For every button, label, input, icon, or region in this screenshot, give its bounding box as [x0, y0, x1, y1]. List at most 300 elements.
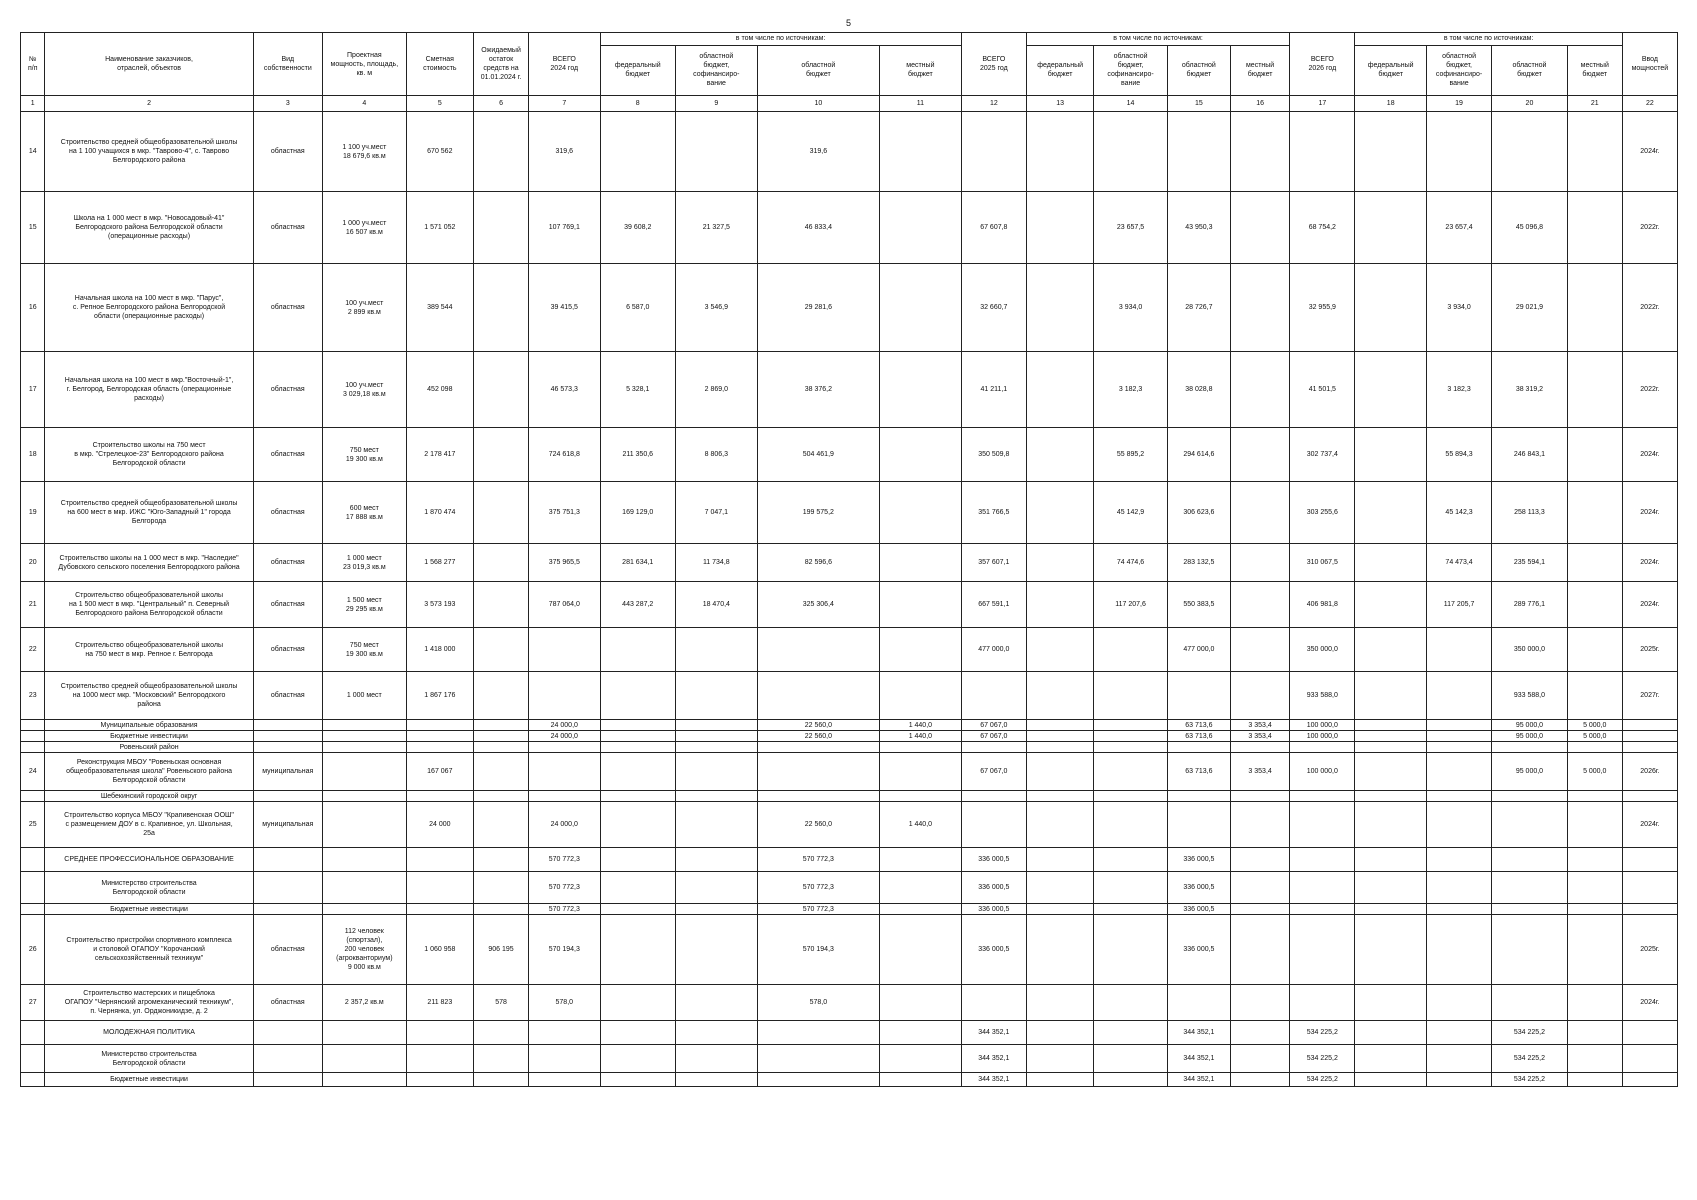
table-cell: 5 000,0 — [1567, 731, 1622, 742]
table-cell: 14 — [21, 112, 45, 192]
table-cell: областная — [253, 192, 322, 264]
source-group-header: в том числе по источникам: — [1355, 33, 1622, 46]
object-name-cell: Начальная школа на 100 мест в мкр."Восточный-1", г. Белгород, Белгородская область (операционные расходы) — [45, 352, 253, 428]
table-cell: 22 560,0 — [757, 802, 879, 848]
table-cell — [1567, 352, 1622, 428]
table-cell — [1231, 352, 1290, 428]
column-number: 17 — [1290, 96, 1355, 112]
table-cell: 1 100 уч.мест 18 679,6 кв.м — [323, 112, 407, 192]
table-row — [21, 672, 1678, 720]
table-cell — [529, 742, 600, 753]
table-cell — [473, 672, 528, 720]
table-cell — [1231, 802, 1290, 848]
table-cell: 21 — [21, 582, 45, 628]
table-cell: 27 — [21, 985, 45, 1021]
table-cell — [961, 985, 1026, 1021]
col-header: областной бюджет — [1492, 45, 1568, 95]
table-cell — [529, 791, 600, 802]
table-cell — [1290, 848, 1355, 872]
table-cell — [323, 1045, 407, 1073]
table-cell: 11 734,8 — [676, 544, 758, 582]
col-header: областной бюджет, софинансиро- вание — [676, 45, 758, 95]
object-name-cell: Начальная школа на 100 мест в мкр. "Парус", с. Репное Белгородского района Белгородской области (операционные расходы) — [45, 264, 253, 352]
table-cell: 63 713,6 — [1167, 731, 1230, 742]
table-cell — [323, 731, 407, 742]
table-cell — [473, 791, 528, 802]
table-cell — [880, 791, 962, 802]
table-cell — [1026, 720, 1093, 731]
table-cell — [1026, 985, 1093, 1021]
column-number: 14 — [1094, 96, 1167, 112]
table-row — [21, 731, 1678, 742]
table-cell — [1355, 582, 1426, 628]
table-cell: 2024г. — [1622, 112, 1677, 192]
object-name-cell: Строительство общеобразовательной школы на 750 мест в мкр. Репное г. Белгорода — [45, 628, 253, 672]
table-cell — [1567, 672, 1622, 720]
table-cell: 344 352,1 — [1167, 1021, 1230, 1045]
table-row — [21, 1045, 1678, 1073]
object-name-cell: Министерство строительства Белгородской области — [45, 1045, 253, 1073]
table-cell — [1094, 791, 1167, 802]
table-cell — [406, 791, 473, 802]
table-cell: 534 225,2 — [1290, 1073, 1355, 1087]
table-cell — [1622, 720, 1677, 731]
table-cell — [1622, 1045, 1677, 1073]
object-name-cell: Строительство средней общеобразовательной школы на 1000 мест мкр. "Московский" Белгородского района — [45, 672, 253, 720]
table-cell — [880, 672, 962, 720]
table-cell — [473, 1073, 528, 1087]
table-cell: 750 мест 19 300 кв.м — [323, 428, 407, 482]
object-name-cell: Муниципальные образования — [45, 720, 253, 731]
table-cell — [880, 428, 962, 482]
table-cell: 18 470,4 — [676, 582, 758, 628]
table-cell: 2024г. — [1622, 802, 1677, 848]
table-cell — [1094, 1021, 1167, 1045]
table-cell — [1622, 904, 1677, 915]
table-cell — [1355, 672, 1426, 720]
table-cell — [1094, 904, 1167, 915]
table-cell — [21, 731, 45, 742]
table-cell — [1567, 742, 1622, 753]
table-cell: 452 098 — [406, 352, 473, 428]
table-cell: 2024г. — [1622, 482, 1677, 544]
table-cell: 16 — [21, 264, 45, 352]
table-cell — [1492, 802, 1568, 848]
table-cell: 1 867 176 — [406, 672, 473, 720]
table-row — [21, 848, 1678, 872]
table-cell: 336 000,5 — [1167, 848, 1230, 872]
table-cell — [529, 672, 600, 720]
object-name-cell: Бюджетные инвестиции — [45, 904, 253, 915]
table-cell: 8 806,3 — [676, 428, 758, 482]
object-name-cell: Школа на 1 000 мест в мкр. "Новосадовый-41" Белгородского района Белгородской области (операционные расходы) — [45, 192, 253, 264]
column-number: 1 — [21, 96, 45, 112]
table-cell: 303 255,6 — [1290, 482, 1355, 544]
table-cell — [1426, 915, 1491, 985]
table-cell: 578,0 — [757, 985, 879, 1021]
table-cell — [1355, 1073, 1426, 1087]
table-cell: 74 474,6 — [1094, 544, 1167, 582]
table-cell: 167 067 — [406, 753, 473, 791]
table-cell — [473, 582, 528, 628]
table-cell — [1026, 672, 1093, 720]
table-cell: областная — [253, 264, 322, 352]
table-cell: 74 473,4 — [1426, 544, 1491, 582]
table-cell: 570 772,3 — [529, 904, 600, 915]
table-cell: 2026г. — [1622, 753, 1677, 791]
table-cell: 107 769,1 — [529, 192, 600, 264]
table-cell — [1290, 112, 1355, 192]
table-cell — [676, 904, 758, 915]
table-cell — [880, 582, 962, 628]
col-header: ВСЕГО 2024 год — [529, 33, 600, 96]
table-cell — [1094, 985, 1167, 1021]
table-cell: 24 — [21, 753, 45, 791]
table-cell: 3 353,4 — [1231, 731, 1290, 742]
table-cell — [1567, 1045, 1622, 1073]
table-cell — [1567, 802, 1622, 848]
table-cell: 477 000,0 — [961, 628, 1026, 672]
table-cell — [1094, 802, 1167, 848]
table-cell — [880, 192, 962, 264]
table-cell: 32 955,9 — [1290, 264, 1355, 352]
table-cell: 336 000,5 — [961, 904, 1026, 915]
table-cell — [1622, 872, 1677, 904]
table-cell: 24 000 — [406, 802, 473, 848]
table-cell — [1355, 742, 1426, 753]
object-name-cell: Ровеньский район — [45, 742, 253, 753]
table-cell: 117 207,6 — [1094, 582, 1167, 628]
table-cell — [1426, 985, 1491, 1021]
table-cell — [21, 1073, 45, 1087]
table-cell — [1026, 112, 1093, 192]
table-cell: 3 353,4 — [1231, 720, 1290, 731]
table-cell: 389 544 — [406, 264, 473, 352]
table-cell: 578,0 — [529, 985, 600, 1021]
table-cell — [1026, 628, 1093, 672]
table-cell — [676, 753, 758, 791]
table-cell — [1231, 112, 1290, 192]
table-cell — [676, 628, 758, 672]
table-cell — [323, 742, 407, 753]
table-cell: 7 047,1 — [676, 482, 758, 544]
table-cell — [473, 742, 528, 753]
table-cell: 750 мест 19 300 кв.м — [323, 628, 407, 672]
table-cell: областная — [253, 582, 322, 628]
table-cell — [1094, 1045, 1167, 1073]
table-cell — [1026, 848, 1093, 872]
table-cell — [21, 904, 45, 915]
table-cell: областная — [253, 915, 322, 985]
table-cell — [1426, 791, 1491, 802]
table-cell: 5 000,0 — [1567, 720, 1622, 731]
table-cell — [1567, 112, 1622, 192]
table-cell: 570 772,3 — [529, 848, 600, 872]
table-cell: 23 657,5 — [1094, 192, 1167, 264]
table-cell: 2024г. — [1622, 544, 1677, 582]
table-cell — [676, 731, 758, 742]
object-name-cell: Реконструкция МБОУ "Ровеньская основная общеобразовательная школа" Ровеньского района Белгородской области — [45, 753, 253, 791]
column-number: 3 — [253, 96, 322, 112]
table-cell: 82 596,6 — [757, 544, 879, 582]
table-cell — [1492, 872, 1568, 904]
table-cell: 5 000,0 — [1567, 753, 1622, 791]
table-cell — [1426, 872, 1491, 904]
table-cell — [1231, 628, 1290, 672]
table-row — [21, 720, 1678, 731]
table-cell: 302 737,4 — [1290, 428, 1355, 482]
table-cell — [1426, 628, 1491, 672]
table-cell — [1567, 582, 1622, 628]
table-cell — [406, 731, 473, 742]
table-row — [21, 628, 1678, 672]
table-cell — [600, 985, 676, 1021]
table-cell — [1290, 742, 1355, 753]
table-cell — [880, 742, 962, 753]
table-cell — [21, 720, 45, 731]
table-cell: 344 352,1 — [1167, 1073, 1230, 1087]
table-cell — [253, 720, 322, 731]
table-cell — [880, 985, 962, 1021]
table-cell — [1355, 544, 1426, 582]
table-cell: 344 352,1 — [961, 1021, 1026, 1045]
table-cell — [1622, 1021, 1677, 1045]
table-cell — [1567, 872, 1622, 904]
table-row — [21, 482, 1678, 544]
table-cell — [406, 1021, 473, 1045]
table-cell: 95 000,0 — [1492, 720, 1568, 731]
table-cell — [1026, 482, 1093, 544]
col-header: федеральный бюджет — [600, 45, 676, 95]
table-cell: 5 328,1 — [600, 352, 676, 428]
table-cell — [1094, 628, 1167, 672]
table-cell — [1026, 544, 1093, 582]
table-cell — [406, 742, 473, 753]
table-cell: 670 562 — [406, 112, 473, 192]
table-cell — [529, 1021, 600, 1045]
table-cell — [880, 904, 962, 915]
table-cell — [1231, 192, 1290, 264]
table-cell — [323, 753, 407, 791]
source-group-header: в том числе по источникам: — [600, 33, 961, 46]
table-row — [21, 985, 1678, 1021]
col-header: местный бюджет — [880, 45, 962, 95]
table-cell: 46 833,4 — [757, 192, 879, 264]
table-cell — [21, 848, 45, 872]
table-cell: 20 — [21, 544, 45, 582]
table-cell: 43 950,3 — [1167, 192, 1230, 264]
table-cell — [21, 1021, 45, 1045]
table-cell — [473, 802, 528, 848]
table-cell — [600, 628, 676, 672]
table-cell: 336 000,5 — [1167, 904, 1230, 915]
table-cell: 534 225,2 — [1492, 1045, 1568, 1073]
table-cell — [1426, 802, 1491, 848]
table-cell — [1567, 1073, 1622, 1087]
table-cell: 100 000,0 — [1290, 753, 1355, 791]
table-cell — [757, 672, 879, 720]
table-row — [21, 544, 1678, 582]
table-cell: 24 000,0 — [529, 720, 600, 731]
table-cell: 45 142,3 — [1426, 482, 1491, 544]
table-cell — [1492, 848, 1568, 872]
table-cell — [1426, 672, 1491, 720]
table-cell — [1231, 1073, 1290, 1087]
object-name-cell: Строительство средней общеобразовательной школы на 1 100 учащихся в мкр. "Таврово-4", с. Таврово Белгородского района — [45, 112, 253, 192]
table-cell — [880, 915, 962, 985]
table-cell — [529, 753, 600, 791]
table-cell — [1094, 915, 1167, 985]
table-cell: 67 067,0 — [961, 753, 1026, 791]
table-cell — [880, 112, 962, 192]
table-cell — [21, 1045, 45, 1073]
table-cell: 2027г. — [1622, 672, 1677, 720]
table-cell: 933 588,0 — [1290, 672, 1355, 720]
table-cell — [880, 264, 962, 352]
table-cell — [600, 1021, 676, 1045]
table-cell — [1355, 112, 1426, 192]
page-number: 5 — [845, 18, 851, 28]
table-cell — [1094, 112, 1167, 192]
table-cell — [1167, 791, 1230, 802]
table-cell: 23 657,4 — [1426, 192, 1491, 264]
table-cell — [880, 482, 962, 544]
table-cell — [473, 731, 528, 742]
table-cell — [1026, 192, 1093, 264]
table-cell — [1026, 802, 1093, 848]
col-header: Сметная стоимость — [406, 33, 473, 96]
table-cell — [1567, 915, 1622, 985]
table-cell: 235 594,1 — [1492, 544, 1568, 582]
table-cell: 67 607,8 — [961, 192, 1026, 264]
table-cell — [1426, 904, 1491, 915]
table-cell — [600, 802, 676, 848]
table-cell — [253, 904, 322, 915]
table-cell: 95 000,0 — [1492, 731, 1568, 742]
table-cell: 504 461,9 — [757, 428, 879, 482]
table-cell: 336 000,5 — [1167, 872, 1230, 904]
table-cell — [406, 1045, 473, 1073]
table-row — [21, 352, 1678, 428]
column-number: 16 — [1231, 96, 1290, 112]
table-cell — [1567, 264, 1622, 352]
table-cell: 67 067,0 — [961, 731, 1026, 742]
table-cell — [473, 428, 528, 482]
table-cell: 570 194,3 — [757, 915, 879, 985]
table-cell: 39 415,5 — [529, 264, 600, 352]
table-cell — [1231, 915, 1290, 985]
object-name-cell: МОЛОДЕЖНАЯ ПОЛИТИКА — [45, 1021, 253, 1045]
table-cell: 1 418 000 — [406, 628, 473, 672]
table-cell — [253, 1045, 322, 1073]
table-cell — [1026, 1045, 1093, 1073]
table-cell: 1 440,0 — [880, 731, 962, 742]
table-cell: муниципальная — [253, 753, 322, 791]
table-cell: 306 623,6 — [1167, 482, 1230, 544]
table-cell — [1355, 848, 1426, 872]
table-cell — [1094, 848, 1167, 872]
table-cell — [1355, 1045, 1426, 1073]
table-cell: 246 843,1 — [1492, 428, 1568, 482]
table-cell — [880, 544, 962, 582]
table-cell — [676, 742, 758, 753]
table-cell — [676, 1045, 758, 1073]
table-cell: 1 440,0 — [880, 802, 962, 848]
table-cell — [1231, 848, 1290, 872]
table-cell — [529, 1045, 600, 1073]
table-cell — [406, 904, 473, 915]
table-cell: 570 772,3 — [757, 904, 879, 915]
table-cell — [1355, 352, 1426, 428]
col-header: Ожидаемый остаток средств на 01.01.2024 г. — [473, 33, 528, 96]
col-header: федеральный бюджет — [1026, 45, 1093, 95]
table-cell: 336 000,5 — [961, 915, 1026, 985]
table-cell — [473, 753, 528, 791]
table-cell — [1231, 791, 1290, 802]
col-header: областной бюджет, софинансиро- вание — [1094, 45, 1167, 95]
column-number: 2 — [45, 96, 253, 112]
table-cell: 550 383,5 — [1167, 582, 1230, 628]
table-cell — [473, 1045, 528, 1073]
table-cell — [1231, 672, 1290, 720]
table-cell: 67 067,0 — [961, 720, 1026, 731]
table-cell: 3 573 193 — [406, 582, 473, 628]
table-cell — [1094, 742, 1167, 753]
table-cell: муниципальная — [253, 802, 322, 848]
table-cell — [880, 753, 962, 791]
table-cell: 534 225,2 — [1290, 1045, 1355, 1073]
table-cell — [21, 742, 45, 753]
table-cell — [1567, 791, 1622, 802]
table-cell — [1567, 544, 1622, 582]
table-cell — [253, 742, 322, 753]
table-cell: 19 — [21, 482, 45, 544]
object-name-cell: Строительство школы на 1 000 мест в мкр. "Наследие" Дубовского сельского поселения Белгородского района — [45, 544, 253, 582]
table-cell: 95 000,0 — [1492, 753, 1568, 791]
table-cell: областная — [253, 112, 322, 192]
table-cell — [1290, 985, 1355, 1021]
object-name-cell: Строительство общеобразовательной школы на 1 500 мест в мкр. "Центральный" п. Северный Белгородского района Белгородской области — [45, 582, 253, 628]
object-name-cell: Строительство школы на 750 мест в мкр. "Стрелецкое-23" Белгородского района Белгородской области — [45, 428, 253, 482]
table-cell — [1355, 802, 1426, 848]
table-cell — [1355, 1021, 1426, 1045]
table-cell: 100 уч.мест 2 899 кв.м — [323, 264, 407, 352]
object-name-cell: Строительство средней общеобразовательной школы на 600 мест в мкр. ИЖС "Юго-Западный 1" города Белгорода — [45, 482, 253, 544]
table-cell — [1426, 1021, 1491, 1045]
table-cell — [253, 731, 322, 742]
table-cell: 22 560,0 — [757, 720, 879, 731]
table-cell — [1231, 264, 1290, 352]
column-number: 22 — [1622, 96, 1677, 112]
table-cell — [1492, 985, 1568, 1021]
table-cell: 55 894,3 — [1426, 428, 1491, 482]
table-cell — [600, 915, 676, 985]
table-cell — [676, 1073, 758, 1087]
table-cell: 3 546,9 — [676, 264, 758, 352]
table-cell — [1567, 192, 1622, 264]
table-cell — [406, 848, 473, 872]
table-cell — [1622, 791, 1677, 802]
object-name-cell: Шебекинский городской округ — [45, 791, 253, 802]
col-header: областной бюджет — [757, 45, 879, 95]
column-number: 20 — [1492, 96, 1568, 112]
table-cell — [1094, 753, 1167, 791]
table-cell: 41 211,1 — [961, 352, 1026, 428]
table-row — [21, 192, 1678, 264]
table-cell: 2024г. — [1622, 582, 1677, 628]
table-cell — [1290, 791, 1355, 802]
table-cell: 570 194,3 — [529, 915, 600, 985]
